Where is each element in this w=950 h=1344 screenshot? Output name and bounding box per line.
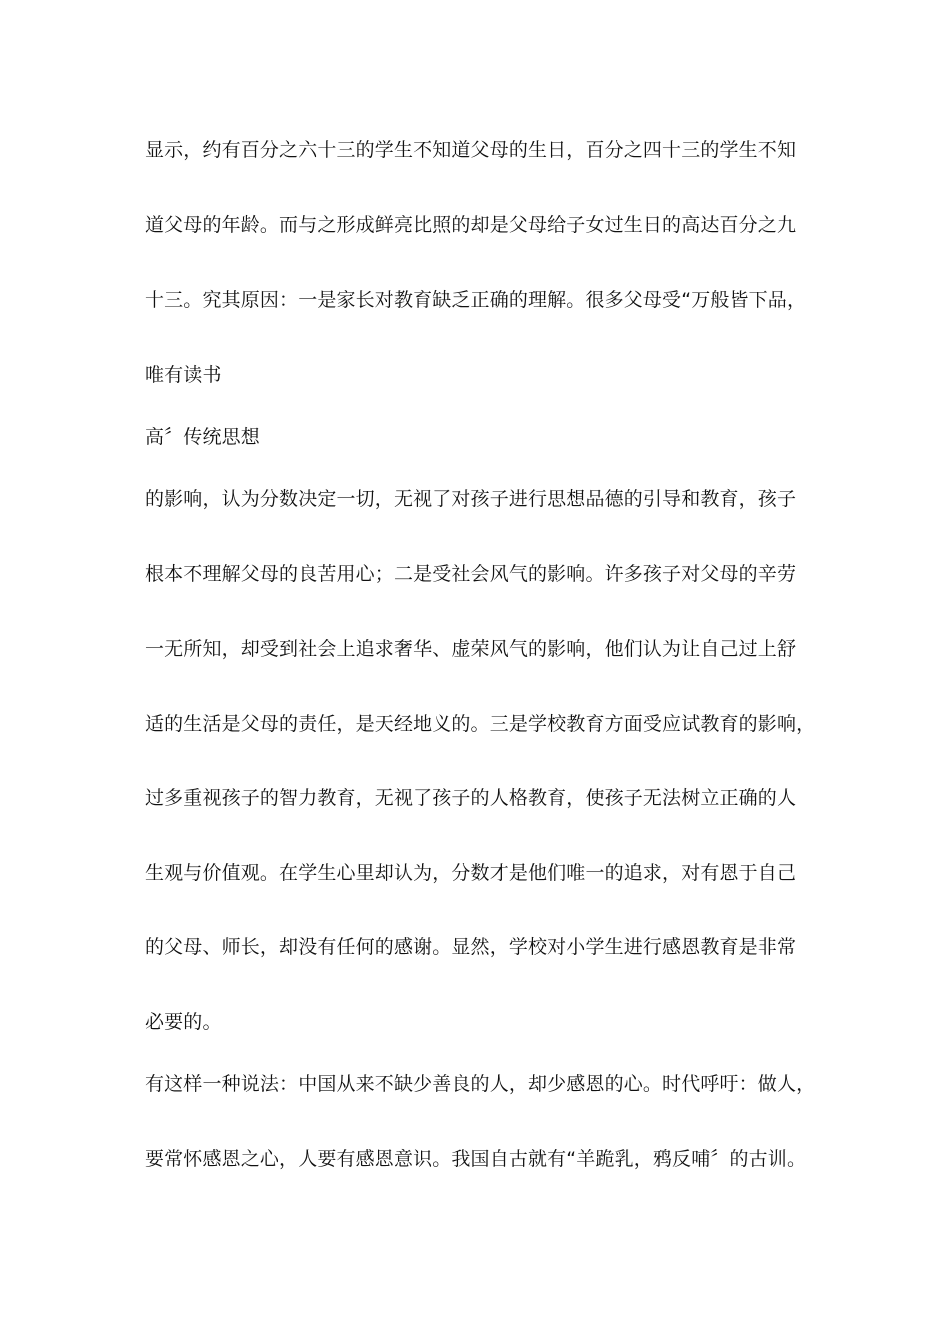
text-line: 高〞传统思想 — [145, 426, 260, 448]
text-line: 唯有读书 — [145, 364, 222, 386]
text-line: 必要的。 — [145, 1011, 222, 1033]
text-line: 道父母的年龄。而与之形成鲜亮比照的却是父母给子女过生日的高达百分之九 — [145, 214, 797, 236]
text-line: 适的生活是父母的责任，是天经地义的。三是学校教育方面受应试教育的影响， — [145, 713, 816, 735]
text-line: 的父母、师长，却没有任何的感谢。显然，学校对小学生进行感恩教育是非常 — [145, 936, 797, 958]
text-line: 显示，约有百分之六十三的学生不知道父母的生日，百分之四十三的学生不知 — [145, 139, 797, 161]
text-line: 过多重视孩子的智力教育，无视了孩子的人格教育，使孩子无法树立正确的人 — [145, 787, 797, 809]
text-line: 的影响，认为分数决定一切，无视了对孩子进行思想品德的引导和教育，孩子 — [145, 488, 797, 510]
text-line: 有这样一种说法：中国从来不缺少善良的人，却少感恩的心。时代呼吁：做人， — [145, 1073, 816, 1095]
text-line: 十三。究其原因：一是家长对教育缺乏正确的理解。很多父母受“万般皆下品， — [145, 289, 807, 311]
text-line: 一无所知，却受到社会上追求奢华、虚荣风气的影响，他们认为让自己过上舒 — [145, 638, 797, 660]
text-line: 根本不理解父母的良苦用心；二是受社会风气的影响。许多孩子对父母的辛劳 — [145, 563, 797, 585]
text-line: 要常怀感恩之心，人要有感恩意识。我国自古就有“羊跪乳，鸦反哺〞的古训。 — [145, 1148, 807, 1170]
text-line: 生观与价值观。在学生心里却认为，分数才是他们唯一的追求，对有恩于自己 — [145, 862, 797, 884]
